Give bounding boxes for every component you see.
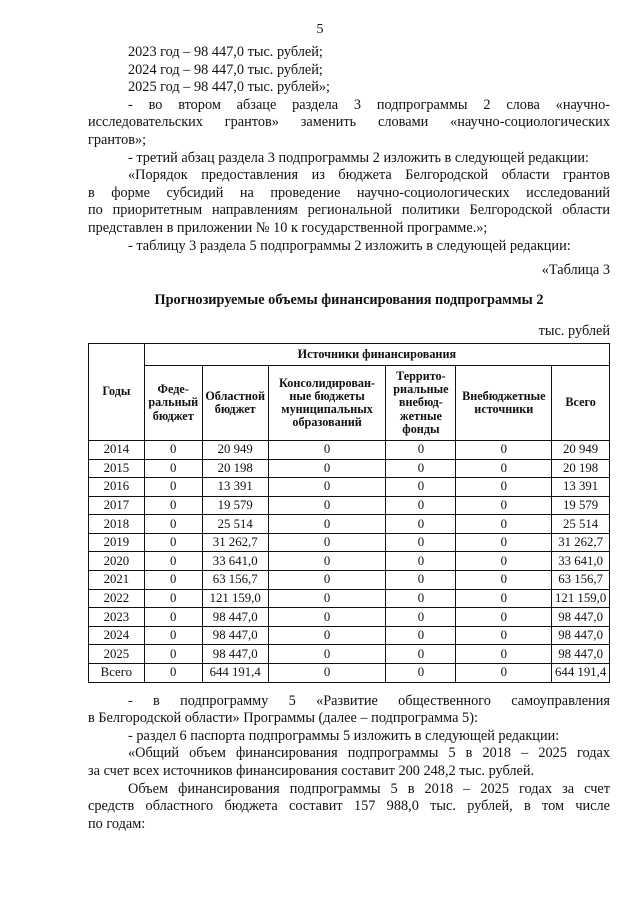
cell-total: 20 949 [552, 440, 610, 459]
cell-municipal: 0 [268, 589, 386, 608]
cell-territorial: 0 [386, 478, 456, 497]
table-row [89, 478, 610, 497]
table-row [89, 515, 610, 534]
para6: - раздел 6 паспорта подпрограммы 5 изложить в следующей редакции: [128, 727, 560, 744]
cell-municipal: 0 [268, 515, 386, 534]
table-row [89, 440, 610, 459]
cell-year: 2023 [89, 608, 145, 627]
cell-total: 644 191,4 [552, 664, 610, 683]
cell-extra: 0 [456, 664, 552, 683]
top-line-2024: 2024 год – 98 447,0 тыс. рублей; [128, 61, 323, 78]
cell-municipal: 0 [268, 645, 386, 664]
cell-municipal: 0 [268, 459, 386, 478]
table-row [89, 608, 610, 627]
cell-federal: 0 [144, 515, 202, 534]
table-row [89, 552, 610, 571]
cell-extra: 0 [456, 478, 552, 497]
cell-year: 2025 [89, 645, 145, 664]
top-line-2023: 2023 год – 98 447,0 тыс. рублей; [128, 44, 323, 60]
cell-total: 63 156,7 [552, 571, 610, 590]
cell-territorial: 0 [386, 664, 456, 683]
cell-federal: 0 [144, 626, 202, 645]
cell-municipal: 0 [268, 608, 386, 627]
table-caption: «Таблица 3 [541, 262, 610, 279]
cell-territorial: 0 [386, 459, 456, 478]
table-row [89, 571, 610, 590]
header-municipal: Консолидирован- ные бюджеты муниципальных образований [268, 365, 386, 440]
cell-municipal: 0 [268, 552, 386, 571]
cell-extra: 0 [456, 626, 552, 645]
para4: - таблицу 3 раздела 5 подпрограммы 2 изложить в следующей редакции: [128, 237, 571, 254]
cell-year: 2021 [89, 571, 145, 590]
cell-extra: 0 [456, 515, 552, 534]
cell-territorial: 0 [386, 589, 456, 608]
para5-line1: - в подпрограмму 5 «Развитие общественного самоуправления [128, 692, 610, 709]
cell-municipal: 0 [268, 664, 386, 683]
cell-total: 33 641,0 [552, 552, 610, 571]
cell-extra: 0 [456, 533, 552, 552]
cell-year: 2015 [89, 459, 145, 478]
cell-municipal: 0 [268, 440, 386, 459]
para8-line1: Объем финансирования подпрограммы 5 в 2018 – 2025 годах за счет [128, 780, 610, 797]
table-row [89, 626, 610, 645]
cell-year: 2017 [89, 496, 145, 515]
header-years: Годы [89, 343, 145, 440]
cell-municipal: 0 [268, 626, 386, 645]
cell-year: 2018 [89, 515, 145, 534]
header-extrabudget: Внебюджетные источники [456, 365, 552, 440]
para7-line1: «Общий объем финансирования подпрограммы 5 в 2018 – 2025 годах [128, 745, 610, 762]
para8-line2: средств областного бюджета составит 157 988,0 тыс. рублей, в том числе [88, 798, 610, 815]
cell-total: 98 447,0 [552, 626, 610, 645]
cell-municipal: 0 [268, 571, 386, 590]
cell-territorial: 0 [386, 440, 456, 459]
cell-total: 25 514 [552, 515, 610, 534]
cell-federal: 0 [144, 552, 202, 571]
cell-federal: 0 [144, 608, 202, 627]
cell-territorial: 0 [386, 608, 456, 627]
cell-total: 121 159,0 [552, 589, 610, 608]
cell-regional: 13 391 [202, 478, 268, 497]
page-number: 5 [316, 22, 324, 37]
cell-federal: 0 [144, 645, 202, 664]
para7-line2: за счет всех источников финансирования составит 200 248,2 тыс. рублей. [88, 763, 535, 779]
cell-extra: 0 [456, 459, 552, 478]
cell-federal: 0 [144, 478, 202, 497]
cell-year: 2022 [89, 589, 145, 608]
cell-territorial: 0 [386, 533, 456, 552]
cell-total: 20 198 [552, 459, 610, 478]
cell-year: 2020 [89, 552, 145, 571]
financing-table [88, 343, 610, 683]
cell-territorial: 0 [386, 626, 456, 645]
cell-regional: 121 159,0 [202, 589, 268, 608]
table-unit: тыс. рублей [538, 323, 610, 340]
cell-regional: 98 447,0 [202, 608, 268, 627]
cell-total: 13 391 [552, 478, 610, 497]
cell-territorial: 0 [386, 515, 456, 534]
document-body [88, 44, 610, 833]
header-total: Всего [552, 365, 610, 440]
para1-line2: исследовательских грантов» заменить словами «научно-социологических [88, 114, 610, 131]
table-row [89, 664, 610, 683]
para8-line3: по годам: [88, 815, 146, 832]
cell-extra: 0 [456, 608, 552, 627]
cell-territorial: 0 [386, 571, 456, 590]
cell-extra: 0 [456, 552, 552, 571]
table-row [89, 589, 610, 608]
table-body [89, 440, 610, 682]
para3-line1: «Порядок предоставления из бюджета Белгородской области грантов [128, 167, 610, 184]
cell-territorial: 0 [386, 496, 456, 515]
cell-year: Всего [89, 664, 145, 683]
header-federal: Феде- ральный бюджет [144, 365, 202, 440]
cell-regional: 33 641,0 [202, 552, 268, 571]
cell-year: 2016 [89, 478, 145, 497]
cell-regional: 644 191,4 [202, 664, 268, 683]
cell-extra: 0 [456, 571, 552, 590]
table-row [89, 496, 610, 515]
cell-total: 19 579 [552, 496, 610, 515]
cell-year: 2019 [89, 533, 145, 552]
cell-year: 2024 [89, 626, 145, 645]
table-row [89, 645, 610, 664]
cell-territorial: 0 [386, 552, 456, 571]
para1-line1: - во втором абзаце раздела 3 подпрограммы 2 слова «научно- [128, 96, 610, 113]
para3-line3: по приоритетным направлениям региональной политики Белгородской области [88, 202, 610, 219]
cell-regional: 63 156,7 [202, 571, 268, 590]
cell-municipal: 0 [268, 496, 386, 515]
cell-total: 98 447,0 [552, 608, 610, 627]
para1-line3: грантов»; [88, 131, 147, 148]
para5-line2: в Белгородской области» Программы (далее – подпрограмма 5): [88, 710, 478, 727]
table-row [89, 533, 610, 552]
cell-extra: 0 [456, 440, 552, 459]
cell-federal: 0 [144, 459, 202, 478]
cell-extra: 0 [456, 589, 552, 608]
top-line-2025: 2025 год – 98 447,0 тыс. рублей»; [128, 79, 331, 96]
cell-total: 31 262,7 [552, 533, 610, 552]
cell-regional: 20 198 [202, 459, 268, 478]
cell-total: 98 447,0 [552, 645, 610, 664]
cell-municipal: 0 [268, 533, 386, 552]
para3-line2: в форме субсидий на проведение научно-социологических исследований [88, 184, 610, 201]
cell-extra: 0 [456, 496, 552, 515]
cell-federal: 0 [144, 440, 202, 459]
cell-federal: 0 [144, 664, 202, 683]
cell-territorial: 0 [386, 645, 456, 664]
cell-federal: 0 [144, 533, 202, 552]
cell-federal: 0 [144, 589, 202, 608]
header-sources: Источники финансирования [144, 343, 609, 365]
para2: - третий абзац раздела 3 подпрограммы 2 изложить в следующей редакции: [128, 149, 589, 166]
cell-regional: 98 447,0 [202, 645, 268, 664]
cell-extra: 0 [456, 645, 552, 664]
para3-line4: представлен в приложении № 10 к государственной программе.»; [88, 219, 488, 236]
cell-federal: 0 [144, 571, 202, 590]
cell-regional: 20 949 [202, 440, 268, 459]
table-title: Прогнозируемые объемы финансирования подпрограммы 2 [154, 291, 544, 308]
cell-regional: 31 262,7 [202, 533, 268, 552]
cell-regional: 98 447,0 [202, 626, 268, 645]
cell-federal: 0 [144, 496, 202, 515]
cell-regional: 25 514 [202, 515, 268, 534]
cell-municipal: 0 [268, 478, 386, 497]
cell-year: 2014 [89, 440, 145, 459]
cell-regional: 19 579 [202, 496, 268, 515]
header-territorial: Террито- риальные внебюд- жетные фонды [386, 365, 456, 440]
table-row [89, 459, 610, 478]
header-regional: Областной бюджет [202, 365, 268, 440]
